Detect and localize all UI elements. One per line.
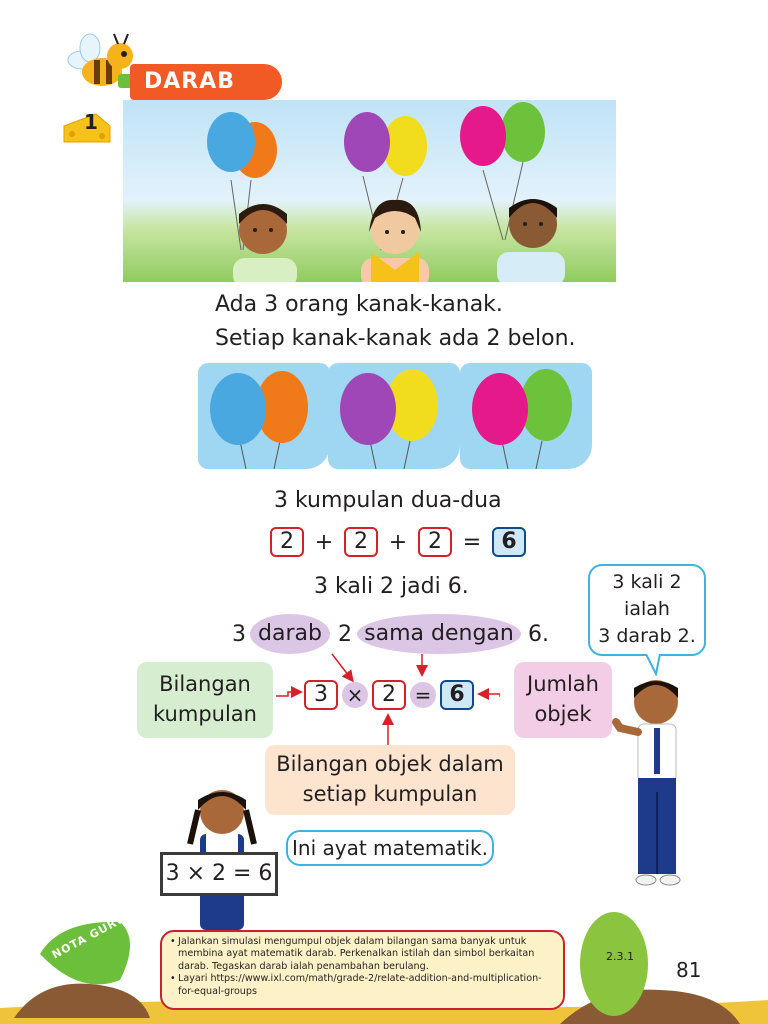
sama-dengan-oval: sama dengan: [357, 614, 521, 654]
girl: [361, 200, 429, 282]
children-with-balloons-illustration: [123, 100, 616, 282]
boy-speech-bubble: [588, 564, 706, 656]
header: [60, 30, 290, 110]
label-number-of-groups: [137, 662, 273, 738]
darab-number-b: 2: [338, 622, 352, 647]
activity-number: 1: [84, 110, 98, 134]
nota-guru-label: NOTA GURU: [49, 911, 129, 962]
bee-mascot-icon: [60, 30, 140, 100]
equals-sign-circle: =: [410, 682, 436, 708]
label-total-objects: [514, 662, 612, 738]
groups-label: 3 kumpulan dua-dua: [274, 488, 502, 513]
times-sign: ×: [342, 682, 368, 708]
label-line: kumpulan: [153, 702, 257, 726]
label-line: Bilangan: [159, 672, 251, 696]
scene-sentence-1: Ada 3 orang kanak-kanak.: [215, 292, 503, 317]
pink-green-balloons-icon: [460, 363, 592, 469]
pointer-arrows: [270, 640, 500, 750]
addend-box-3: 2: [418, 527, 452, 557]
standard-code: 2.3.1: [606, 950, 634, 963]
label-line: Bilangan objek dalam: [276, 752, 504, 776]
addend-box-1: 2: [270, 527, 304, 557]
darab-number-a: 3: [232, 622, 246, 647]
bubble-line: 3 darab 2.: [598, 625, 696, 647]
teacher-note: [160, 930, 565, 1010]
boy-1: [233, 204, 297, 282]
bubble-line: 3 kali 2: [612, 571, 682, 593]
addition-sentence: [270, 527, 526, 557]
lesson-title: DARAB: [130, 64, 282, 100]
label-objects-per-group: [265, 745, 515, 815]
girl-speech-bubble: Ini ayat matematik.: [286, 830, 494, 866]
plus-sign: +: [388, 529, 408, 555]
balloon-group-card-1: [198, 363, 330, 469]
bubble-line: ialah: [624, 598, 670, 620]
darab-word-oval: darab: [250, 614, 330, 654]
label-line: Jumlah: [527, 672, 599, 696]
addend-box-2: 2: [344, 527, 378, 557]
balloon-group-card-3: [460, 363, 592, 469]
purple-yellow-balloons-icon: [328, 363, 460, 469]
blue-orange-balloons-icon: [198, 363, 330, 469]
equals-sign: =: [462, 529, 482, 555]
scene-sentence-2: Setiap kanak-kanak ada 2 belon.: [215, 326, 576, 351]
teacher-note-item: • Jalankan simulasi mengumpul objek dalam bilangan sama banyak untuk membina ayat matematik darab. Perkenalkan istilah dan simbol berkaitan darab. Tegaskan darab ialah penambahan berulang.: [170, 936, 555, 973]
balloon-group-card-2: [328, 363, 460, 469]
math-sentence-sign: 3 × 2 = 6: [160, 852, 278, 896]
product-box: 6: [440, 680, 474, 710]
label-line: setiap kumpulan: [302, 782, 478, 806]
darab-number-c: 6.: [528, 622, 549, 647]
sum-box: 6: [492, 527, 526, 557]
kali-sentence: 3 kali 2 jadi 6.: [314, 574, 469, 599]
factor-box-objects: 2: [372, 680, 406, 710]
page-number: 81: [676, 958, 702, 982]
schoolboy-illustration: [612, 672, 692, 888]
plus-sign: +: [314, 529, 334, 555]
scene-drawing: [123, 100, 616, 282]
label-line: objek: [534, 702, 592, 726]
factor-box-groups: 3: [304, 680, 338, 710]
teacher-note-item: • Layari https://www.ixl.com/math/grade-2/relate-addition-and-multiplication-for-equal-groups: [170, 973, 555, 998]
boy-2: [497, 199, 565, 282]
